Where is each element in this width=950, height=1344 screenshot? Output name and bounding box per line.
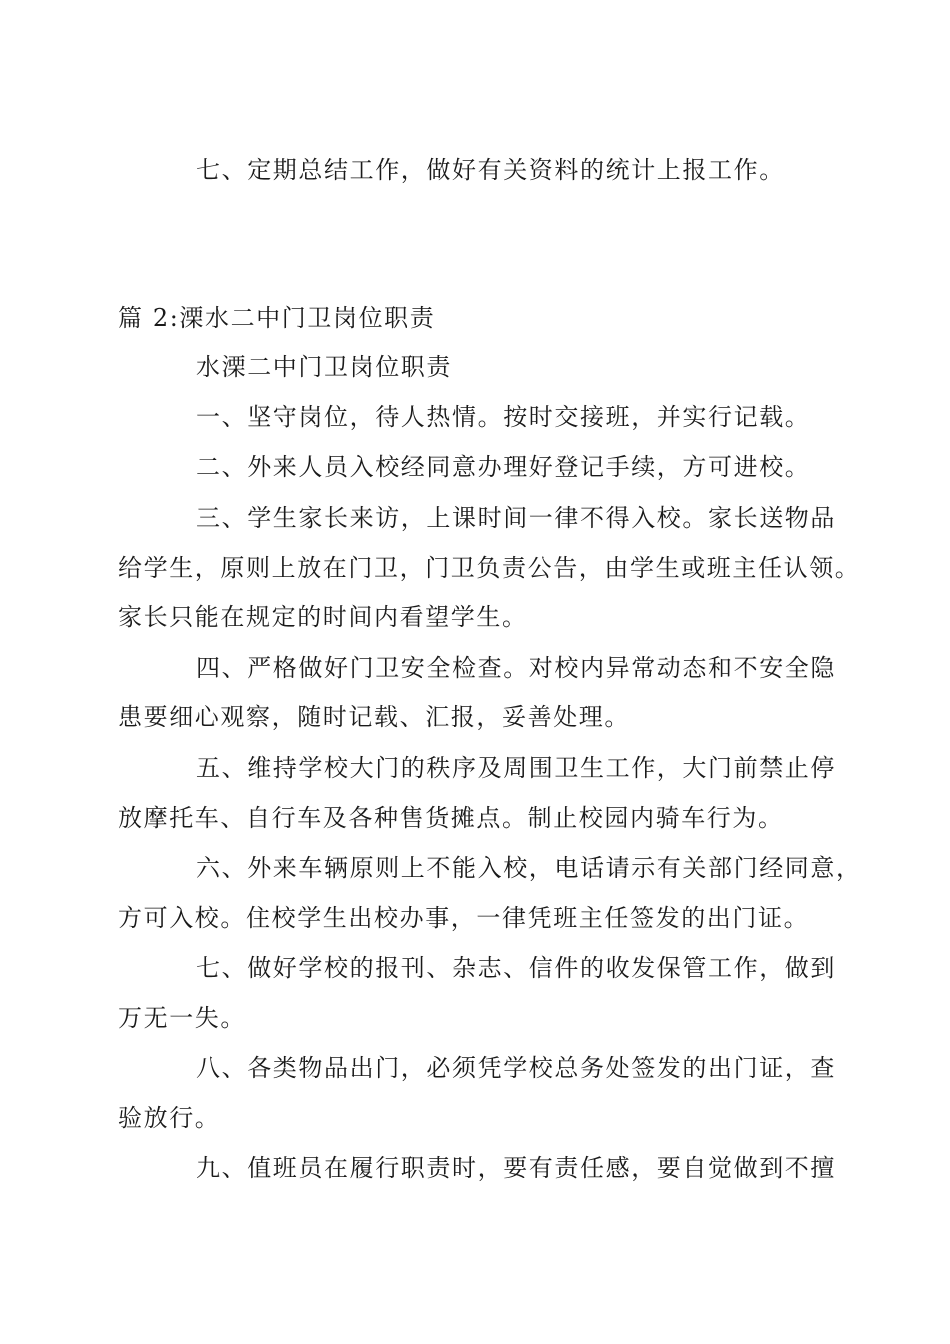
duty-item-3-line-3: 家长只能在规定的时间内看望学生。 (118, 603, 528, 631)
duty-item-6-line-2: 方可入校。住校学生出校办事，一律凭班主任签发的出门证。 (118, 904, 810, 932)
duty-item-2-line-1: 二、外来人员入校经同意办理好登记手续，方可进校。 (196, 453, 811, 481)
duty-item-5-line-1: 五、维持学校大门的秩序及周围卫生工作，大门前禁止停 (196, 754, 836, 782)
duty-item-3-line-2: 给学生，原则上放在门卫，门卫负责公告，由学生或班主任认领。 (118, 554, 861, 582)
duty-item-1-line-1: 一、坚守岗位，待人热情。按时交接班，并实行记载。 (196, 403, 811, 431)
prev-section-last-item: 七、定期总结工作，做好有关资料的统计上报工作。 (196, 156, 785, 184)
duty-item-4-line-2: 患要细心观察，随时记载、汇报，妥善处理。 (118, 703, 630, 731)
duty-item-6-line-1: 六、外来车辆原则上不能入校，电话请示有关部门经同意， (196, 854, 862, 882)
duty-item-7-line-2: 万无一失。 (118, 1004, 246, 1032)
duty-item-3-line-1: 三、学生家长来访，上课时间一律不得入校。家长送物品 (196, 504, 836, 532)
duty-item-8-line-2: 验放行。 (118, 1104, 221, 1132)
duty-item-7-line-1: 七、做好学校的报刊、杂志、信件的收发保管工作，做到 (196, 954, 836, 982)
duty-item-5-line-2: 放摩托车、自行车及各种售货摊点。制止校园内骑车行为。 (118, 804, 784, 832)
duty-item-4-line-1: 四、严格做好门卫安全检查。对校内异常动态和不安全隐 (196, 654, 836, 682)
duty-item-8-line-1: 八、各类物品出门，必须凭学校总务处签发的出门证，查 (196, 1054, 836, 1082)
section-subtitle: 水溧二中门卫岗位职责 (196, 353, 452, 381)
section-heading: 篇 2:溧水二中门卫岗位职责 (118, 304, 436, 332)
duty-item-9-line-1: 九、值班员在履行职责时，要有责任感，要自觉做到不擅 (196, 1154, 836, 1182)
